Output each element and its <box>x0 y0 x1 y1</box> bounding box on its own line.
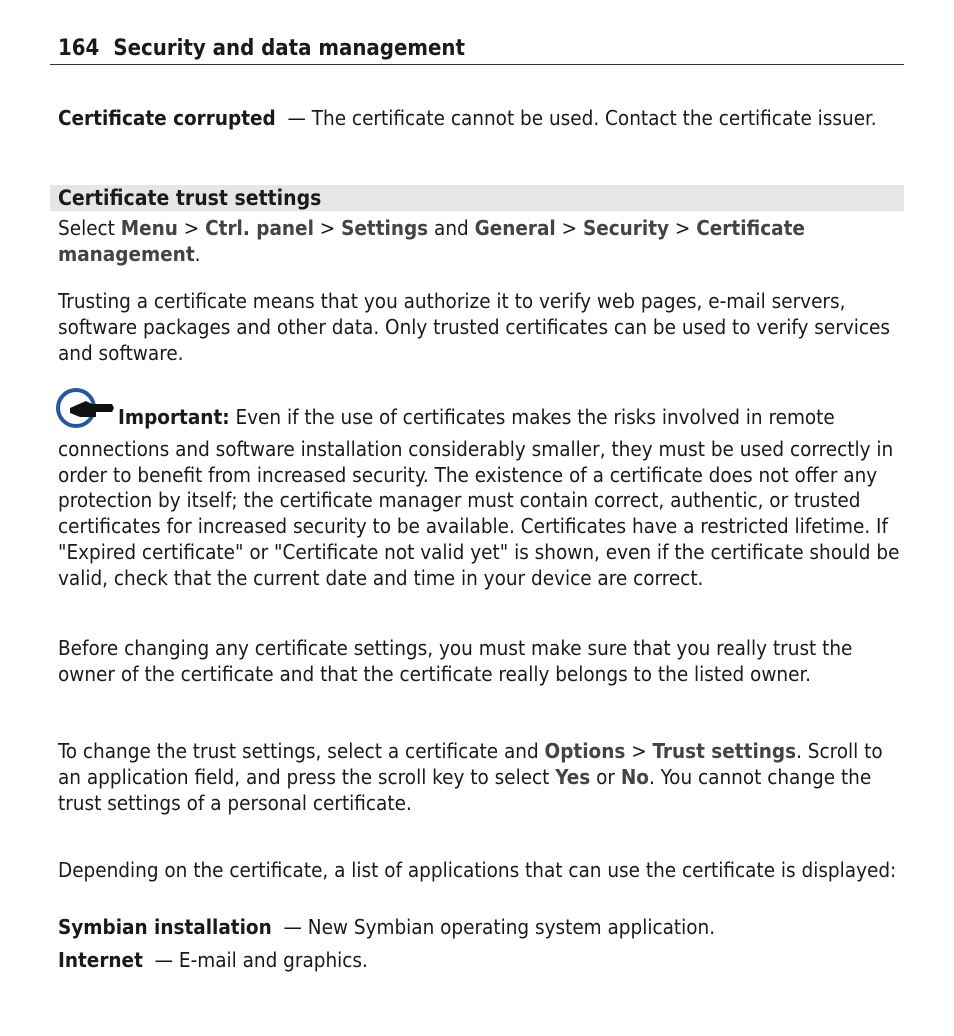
option-no: No <box>620 765 649 789</box>
important-label: Important: <box>118 405 230 429</box>
term-internet: Internet <box>58 948 143 972</box>
change-text-2: . Scroll to an application field, and press the scroll key to select <box>58 739 883 789</box>
trusting-paragraph: Trusting a certificate means that you authorize it to verify web pages, e-mail servers, software packages and other data. Only trusted certificates can be used to verify services and software. <box>58 289 890 365</box>
menu-path-trust-settings: Trust settings <box>652 739 797 763</box>
important-note <box>58 386 904 592</box>
change-text-3: . You cannot change the trust settings of a personal certificate. <box>58 765 872 815</box>
app-entry-symbian <box>58 914 904 940</box>
term-symbian-installation: Symbian installation <box>58 915 272 939</box>
depending-paragraph: Depending on the certificate, a list of applications that can use the certificate is displayed: <box>58 858 897 882</box>
menu-path-options: Options <box>544 739 626 763</box>
path-separator: > <box>183 216 200 240</box>
section-title: Certificate trust settings <box>58 186 322 210</box>
app-entry-internet <box>58 947 904 973</box>
change-text-1: To change the trust settings, select a certificate and <box>58 739 539 763</box>
menu-path-certificate-management: Certificate management <box>58 216 805 266</box>
important-text: Even if the use of certificates makes the risks involved in remote connections and software installation considerably smaller, they must be used correctly in order to benefit from increased security. The existence of a certificate does not offer any protection by itself; the certificate manager must contain correct, authentic, or trusted certificates for increased security to be available. Certificates have a restricted lifetime. If "Expired certificate" or "Certificate not valid yet" is shown, even if the certificate should be valid, check that the current date and time in your device are correct. <box>58 405 900 590</box>
menu-path-security: Security <box>582 216 670 240</box>
period: . <box>194 242 201 266</box>
desc-internet: — E-mail and graphics. <box>154 948 368 972</box>
before-paragraph: Before changing any certificate settings, you must make sure that you really trust the owner of the certificate and that the certificate really belongs to the listed owner. <box>58 636 853 686</box>
and-word: and <box>434 216 469 240</box>
path-separator: > <box>319 216 336 240</box>
menu-path-general: General <box>474 216 556 240</box>
section-heading <box>50 185 904 211</box>
desc-symbian-installation: — New Symbian operating system application. <box>283 915 716 939</box>
path-separator: > <box>561 216 578 240</box>
certificate-corrupted-entry <box>58 105 904 131</box>
chapter-title: Security and data management <box>113 36 465 61</box>
menu-path-paragraph <box>58 215 904 267</box>
page-header <box>50 34 904 65</box>
menu-path-ctrl-panel: Ctrl. panel <box>205 216 314 240</box>
menu-path-settings: Settings <box>341 216 429 240</box>
change-trust-paragraph <box>58 738 904 816</box>
option-yes: Yes <box>555 765 591 789</box>
path-separator: > <box>631 739 647 763</box>
page-number: 164 <box>58 36 100 61</box>
term-certificate-corrupted: Certificate corrupted <box>58 106 276 130</box>
path-separator: > <box>674 216 691 240</box>
desc-certificate-corrupted: — The certificate cannot be used. Contact the certificate issuer. <box>287 106 877 130</box>
important-hand-icon <box>56 386 116 437</box>
or-word: or <box>596 765 615 789</box>
select-word: Select <box>58 216 115 240</box>
menu-path-menu: Menu <box>120 216 178 240</box>
